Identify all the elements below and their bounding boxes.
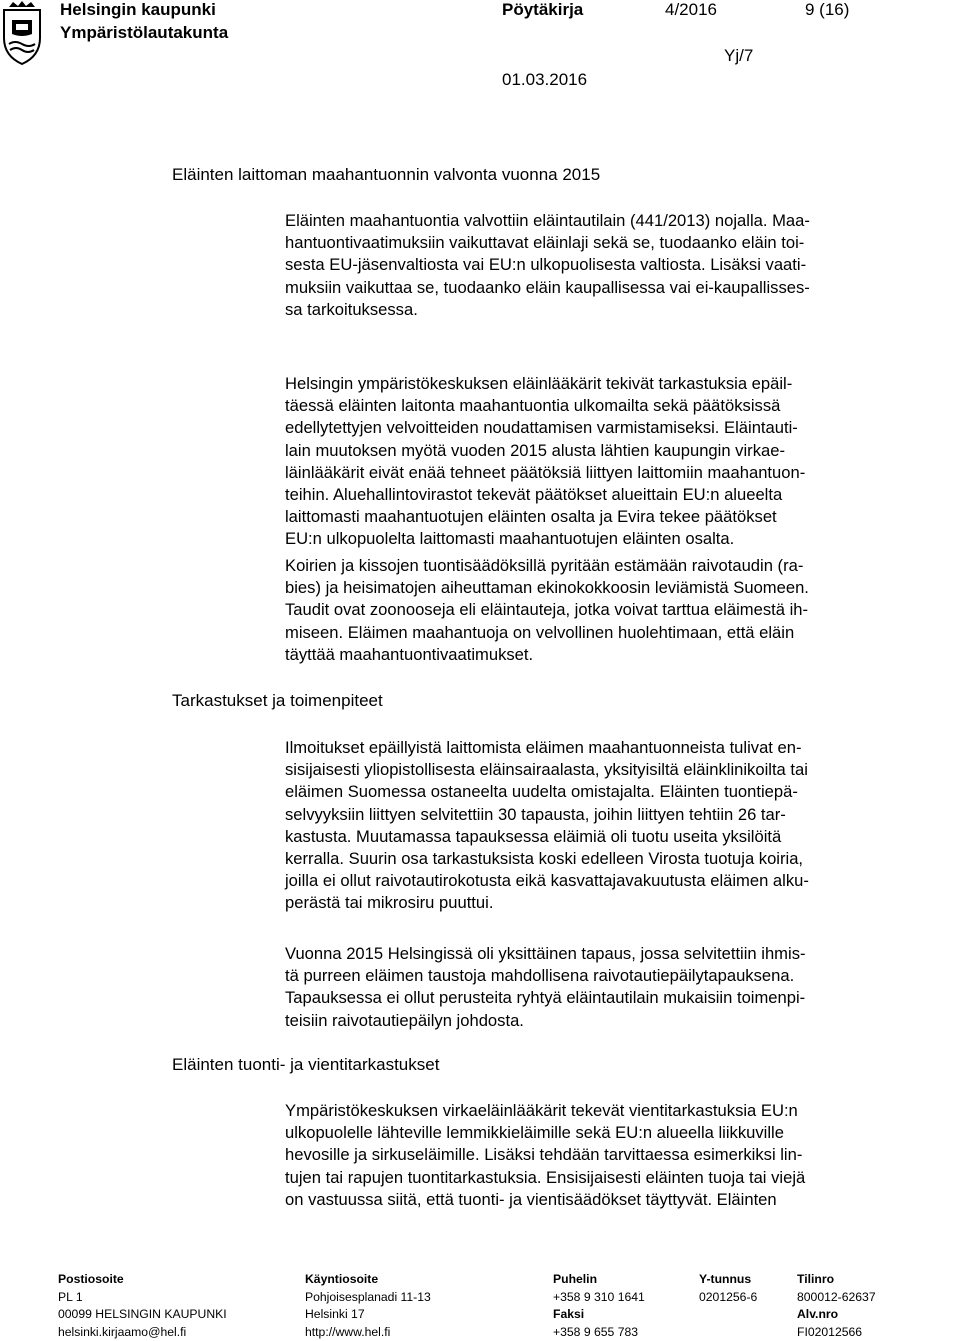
paragraph-notifications: Ilmoitukset epäillyistä laittomista eläimen maahantuonneista tulivat en- sisijaisesti yliopistollisesta eläinsairaalasta, yksityisiltä eläinklinikoilta tai eläimen Suomessa ostaneelta uudelta omistajalta. Eläinten tuontiepä- selvyyksiin liittyen selvitettiin 30 tapausta, joihin liittyen tehtiin 26 tar- kastusta. Muutamassa tapauksessa eläimiä oli tuotu useita yksilöitä kerralla. Suurin osa tarkastuksista koski edelleen Virosta tuotuja koiria, joilla ei ollut raivotautirokotusta eikä kasvattajavakuutusta eläimen alku- perästä tai mikrosiru puuttui. (285, 738, 809, 913)
document-number: 4/2016 (665, 0, 717, 19)
document-type: Pöytäkirja (502, 0, 584, 19)
footer-business-id: Y-tunnus 0201256-6 (699, 1272, 758, 1304)
paragraph-case-2015: Vuonna 2015 Helsingissä oli yksittäinen tapaus, jossa selvitettiin ihmis- tä purreen eläimen taustoja mahdollisena raivotautiepäilytapauksena. Tapauksessa ei ollut perusteita ryhtyä eläintautilain mukaisiin toimenpi- teisiin raivotautiepäilyn johdosta. (285, 944, 806, 1030)
footer-phone: Puhelin +358 9 310 1641 Faksi +358 9 655 783 (553, 1272, 645, 1339)
footer-postal-address: Postiosoite PL 1 00099 HELSINGIN KAUPUNKI helsinki.kirjaamo@hel.fi (58, 1272, 227, 1339)
footer-account: Tilinro 800012-62637 Alv.nro FI02012566 (797, 1272, 876, 1339)
footer-visiting-address: Käyntiosoite Pohjoisesplanadi 11-13 Helsinki 17 http://www.hel.fi (305, 1272, 431, 1339)
paragraph-veterinarians: Helsingin ympäristökeskuksen eläinlääkärit tekivät tarkastuksia epäil- täessä eläinten laitonta maahantuontia ulkomailta sekä päätöksissä edellytettyjen velvoitteiden noudattamisen varmistamiseksi. Eläintauti- lain muutoksen myötä vuoden 2015 alusta lähtien kaupungin virkae- läinlääkärit eivät enää tehneet päätöksiä liittyen laittomiin maahantuon- teihin. Aluehallintovirastot tekevät päätökset alueittain EU:n alueelta laittomasti maahantuotujen eläinten osalta ja Evira tekee päätökset EU:n ulkopuolelta laittomasti maahantuotujen eläinten osalta. (285, 374, 806, 549)
org-name: Helsingin kaupunki (60, 0, 216, 19)
main-heading: Eläinten laittoman maahantuonnin valvonta vuonna 2015 (172, 165, 601, 184)
department-name: Ympäristölautakunta (60, 23, 229, 42)
helsinki-crest-icon (0, 0, 44, 66)
section-heading-inspections: Tarkastukset ja toimenpiteet (172, 691, 383, 710)
page-number: 9 (16) (805, 0, 850, 19)
paragraph-rabies: Koirien ja kissojen tuontisäädöksillä pyritään estämään raivotaudin (ra- bies) ja heisimatojen aiheuttaman ekinokokkoosin leviämistä Suomeen. Taudit ovat zoonooseja eli eläintauteja, jotka voivat tarttua eläimestä ih- miseen. Eläimen maahantuoja on velvollinen huolehtimaan, että eläin täyttää maahantuontivaatimukset. (285, 556, 809, 664)
section-code: Yj/7 (724, 46, 754, 65)
paragraph-export-inspections: Ympäristökeskuksen virkaeläinlääkärit tekevät vientitarkastuksia EU:n ulkopuolelle lähteville lemmikkieläimille sekä EU:n alueella liikkuville hevosille ja sirkuseläimille. Lisäksi tehdään tarvittaessa esimerkiksi lin- tujen tai rapujen tuontitarkastuksia. Ensisijaisesti eläinten tuoja tai viejä on vastuussa siitä, että tuonti- ja vientisäädökset täyttyvät. Eläinten (285, 1101, 806, 1209)
section-heading-import-export: Eläinten tuonti- ja vientitarkastukset (172, 1055, 440, 1074)
paragraph-import-control: Eläinten maahantuontia valvottiin eläintautilain (441/2013) nojalla. Maa- hantuontivaatimuksiin vaikuttavat eläinlaji sekä se, tuodaanko eläin toi- sesta EU-jäsenvaltiosta vai EU:n ulkopuolisesta valtiosta. Lisäksi vaati- muksiin vaikuttaa se, tuodaanko eläin kaupallisessa vai ei-kaupallisses- sa tarkoituksessa. (285, 211, 810, 319)
meeting-date: 01.03.2016 (502, 70, 588, 89)
